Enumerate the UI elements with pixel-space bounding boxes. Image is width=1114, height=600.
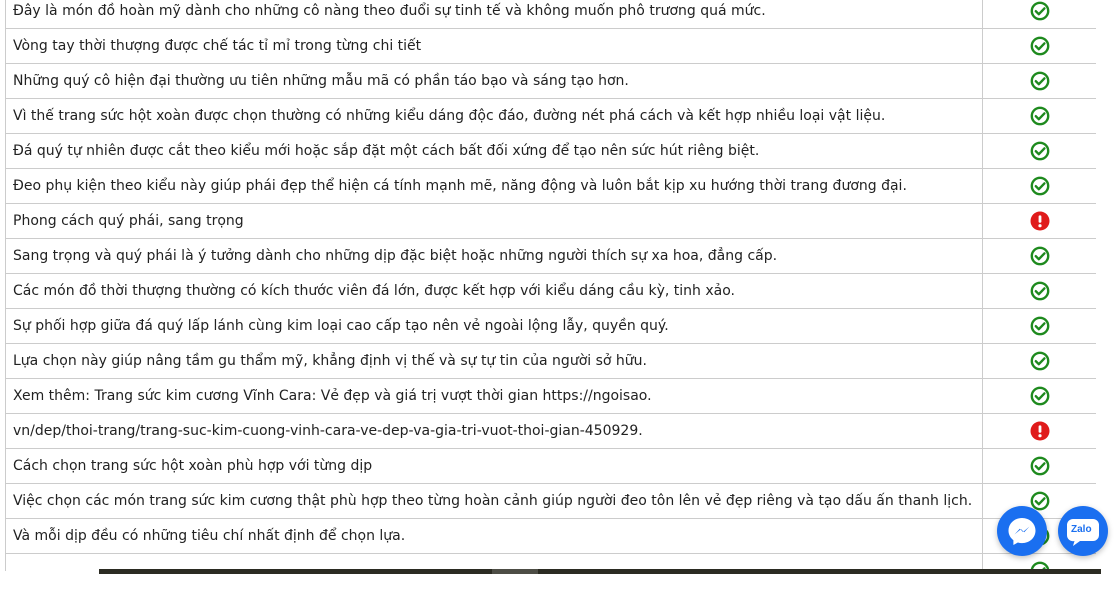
table-body — [6, 0, 1097, 571]
check-circle-icon — [1030, 456, 1050, 476]
row-status — [983, 239, 1097, 274]
table-row — [6, 0, 1097, 29]
alert-circle-icon — [1030, 211, 1050, 231]
row-text: Sang trọng và quý phái là ý tưởng dành cho những dịp đặc biệt hoặc những người thích sự xa hoa, đẳng cấp. — [6, 239, 983, 274]
scrollbar-thumb[interactable] — [492, 569, 538, 574]
row-status — [983, 309, 1097, 344]
table-row — [6, 484, 1097, 519]
row-text: Đeo phụ kiện theo kiểu này giúp phái đẹp thể hiện cá tính mạnh mẽ, năng động và luôn bắt kịp xu hướng thời trang đương đại. — [6, 169, 983, 204]
row-status — [983, 414, 1097, 449]
row-text: vn/dep/thoi-trang/trang-suc-kim-cuong-vinh-cara-ve-dep-va-gia-tri-vuot-thoi-gian-450929. — [6, 414, 983, 449]
row-status — [983, 29, 1097, 64]
row-text: Lựa chọn này giúp nâng tầm gu thẩm mỹ, khẳng định vị thế và sự tự tin của người sở hữu. — [6, 344, 983, 379]
check-circle-icon — [1030, 1, 1050, 21]
table-row — [6, 344, 1097, 379]
row-text: Việc chọn các món trang sức kim cương thật phù hợp theo từng hoàn cảnh giúp người đeo tôn lên vẻ đẹp riêng và tạo dấu ấn thanh lịch. — [6, 484, 983, 519]
row-text: Cách chọn trang sức hột xoàn phù hợp với từng dịp — [6, 449, 983, 484]
row-text: Các món đồ thời thượng thường có kích thước viên đá lớn, được kết hợp với kiểu dáng cầu kỳ, tinh xảo. — [6, 274, 983, 309]
row-status — [983, 0, 1097, 29]
row-status — [983, 379, 1097, 414]
table-row — [6, 414, 1097, 449]
row-status — [983, 344, 1097, 379]
check-circle-icon — [1030, 281, 1050, 301]
check-circle-icon — [1030, 386, 1050, 406]
status-table — [5, 0, 1096, 571]
row-text: Xem thêm: Trang sức kim cương Vĩnh Cara: Vẻ đẹp và giá trị vượt thời gian https://ngoisao. — [6, 379, 983, 414]
row-text: Đá quý tự nhiên được cắt theo kiểu mới hoặc sắp đặt một cách bất đối xứng để tạo nên sức hút riêng biệt. — [6, 134, 983, 169]
table-row — [6, 134, 1097, 169]
check-circle-icon — [1030, 351, 1050, 371]
table-row — [6, 64, 1097, 99]
content-table-wrapper — [5, 0, 1096, 571]
messenger-icon — [997, 506, 1047, 556]
messenger-button[interactable] — [997, 506, 1047, 556]
row-status — [983, 134, 1097, 169]
row-status — [983, 449, 1097, 484]
check-circle-icon — [1030, 36, 1050, 56]
table-row — [6, 309, 1097, 344]
row-status — [983, 99, 1097, 134]
table-row — [6, 519, 1097, 554]
row-text: Và mỗi dịp đều có những tiêu chí nhất định để chọn lựa. — [6, 519, 983, 554]
row-status — [983, 204, 1097, 239]
table-row — [6, 169, 1097, 204]
check-circle-icon — [1030, 176, 1050, 196]
horizontal-scrollbar[interactable] — [99, 569, 1101, 574]
row-text: Sự phối hợp giữa đá quý lấp lánh cùng kim loại cao cấp tạo nên vẻ ngoài lộng lẫy, quyền quý. — [6, 309, 983, 344]
row-text: Vòng tay thời thượng được chế tác tỉ mỉ trong từng chi tiết — [6, 29, 983, 64]
table-row — [6, 204, 1097, 239]
row-status — [983, 169, 1097, 204]
row-status — [983, 274, 1097, 309]
alert-circle-icon — [1030, 421, 1050, 441]
check-circle-icon — [1030, 316, 1050, 336]
table-row — [6, 29, 1097, 64]
row-text: Vì thế trang sức hột xoàn được chọn thường có những kiểu dáng độc đáo, đường nét phá cách và kết hợp nhiều loại vật liệu. — [6, 99, 983, 134]
table-row — [6, 99, 1097, 134]
check-circle-icon — [1030, 141, 1050, 161]
table-row — [6, 239, 1097, 274]
check-circle-icon — [1030, 106, 1050, 126]
zalo-button[interactable] — [1058, 506, 1108, 556]
table-row — [6, 274, 1097, 309]
row-text: Những quý cô hiện đại thường ưu tiên những mẫu mã có phần táo bạo và sáng tạo hơn. — [6, 64, 983, 99]
row-status — [983, 64, 1097, 99]
check-circle-icon — [1030, 246, 1050, 266]
row-text: Đây là món đồ hoàn mỹ dành cho những cô nàng theo đuổi sự tinh tế và không muốn phô trương quá mức. — [6, 0, 983, 29]
check-circle-icon — [1030, 71, 1050, 91]
zalo-label: Zalo — [1071, 524, 1092, 535]
table-row — [6, 449, 1097, 484]
row-text: Phong cách quý phái, sang trọng — [6, 204, 983, 239]
table-row — [6, 379, 1097, 414]
